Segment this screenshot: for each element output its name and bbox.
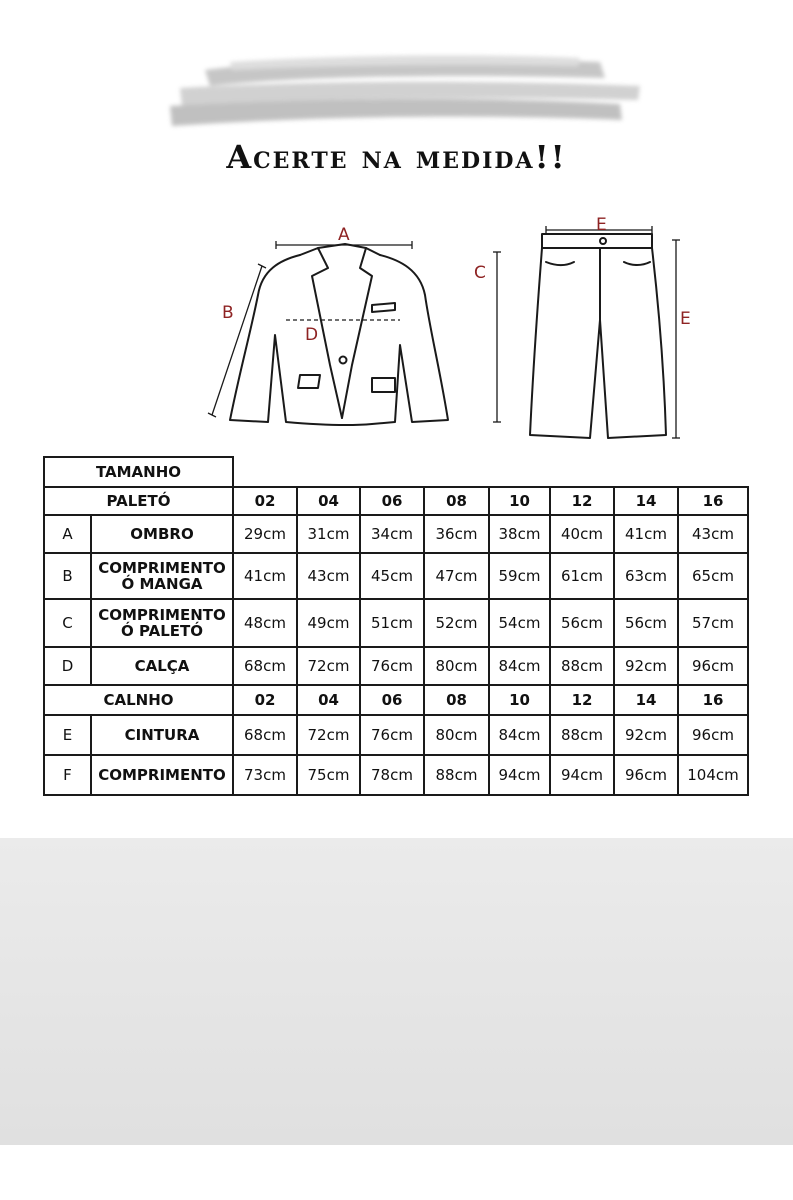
measure-cell: 72cm xyxy=(297,715,360,755)
measure-cell: 43cm xyxy=(678,515,748,553)
jacket-illustration xyxy=(230,244,448,425)
diagram-label-b: B xyxy=(222,303,234,323)
measure-cell: 31cm xyxy=(297,515,360,553)
row-letter: E xyxy=(44,715,91,755)
row-label: COMPRIMENTO Ó PALETÓ xyxy=(91,599,233,647)
table-row xyxy=(44,553,748,599)
row-letter: F xyxy=(44,755,91,795)
measure-cell: 57cm xyxy=(678,599,748,647)
size-header: 14 xyxy=(614,487,678,515)
measure-cell: 63cm xyxy=(614,553,678,599)
diagram-label-a: A xyxy=(338,225,350,245)
size-header: 08 xyxy=(424,487,489,515)
row-letter: A xyxy=(44,515,91,553)
row-label: CALÇA xyxy=(91,647,233,685)
row-letter: B xyxy=(44,553,91,599)
measure-cell: 92cm xyxy=(614,715,678,755)
measure-cell: 43cm xyxy=(297,553,360,599)
size-header: 10 xyxy=(489,685,550,715)
measure-cell: 78cm xyxy=(360,755,424,795)
diagram-label-e-side: E xyxy=(680,309,691,329)
pants-illustration xyxy=(530,234,666,438)
diagram-label-d: D xyxy=(305,325,319,345)
measure-cell: 61cm xyxy=(550,553,614,599)
measure-cell: 84cm xyxy=(489,715,550,755)
row-label: COMPRIMENTO xyxy=(91,755,233,795)
table-row xyxy=(44,647,748,685)
measure-cell: 72cm xyxy=(297,647,360,685)
measure-cell: 73cm xyxy=(233,755,297,795)
diagram-label-e-top: E xyxy=(596,215,607,235)
measure-cell: 51cm xyxy=(360,599,424,647)
measure-cell: 29cm xyxy=(233,515,297,553)
size-header: 12 xyxy=(550,685,614,715)
table-row xyxy=(44,515,748,553)
measure-cell: 47cm xyxy=(424,553,489,599)
measure-cell: 45cm xyxy=(360,553,424,599)
measure-cell: 94cm xyxy=(550,755,614,795)
measure-cell: 49cm xyxy=(297,599,360,647)
measure-cell: 38cm xyxy=(489,515,550,553)
measure-cell: 52cm xyxy=(424,599,489,647)
measure-cell: 88cm xyxy=(424,755,489,795)
measure-cell: 96cm xyxy=(678,715,748,755)
measure-cell: 56cm xyxy=(550,599,614,647)
measure-cell: 88cm xyxy=(550,715,614,755)
measure-cell: 68cm xyxy=(233,647,297,685)
size-table xyxy=(43,456,749,796)
measure-cell: 76cm xyxy=(360,715,424,755)
size-header: 04 xyxy=(297,487,360,515)
measure-cell: 80cm xyxy=(424,715,489,755)
measure-cell: 36cm xyxy=(424,515,489,553)
size-header: 02 xyxy=(233,685,297,715)
size-header: 06 xyxy=(360,487,424,515)
size-header: 08 xyxy=(424,685,489,715)
pants-measure-lines xyxy=(493,226,680,438)
measure-cell: 54cm xyxy=(489,599,550,647)
row-label: OMBRO xyxy=(91,515,233,553)
pants-size-row xyxy=(44,685,748,715)
table-row xyxy=(44,715,748,755)
size-header: 10 xyxy=(489,487,550,515)
measure-cell: 96cm xyxy=(614,755,678,795)
measure-cell: 104cm xyxy=(678,755,748,795)
footer-strip xyxy=(0,1145,793,1200)
header-spacer xyxy=(233,457,748,487)
diagram-label-c: C xyxy=(474,263,486,283)
measure-cell: 76cm xyxy=(360,647,424,685)
measure-cell: 88cm xyxy=(550,647,614,685)
measure-cell: 34cm xyxy=(360,515,424,553)
measure-cell: 65cm xyxy=(678,553,748,599)
measure-cell: 84cm xyxy=(489,647,550,685)
measure-cell: 48cm xyxy=(233,599,297,647)
brush-stroke-decoration xyxy=(0,0,793,140)
section-label-calnho: CALNHO xyxy=(44,685,233,715)
measure-cell: 94cm xyxy=(489,755,550,795)
row-letter: C xyxy=(44,599,91,647)
gray-panel xyxy=(0,838,793,1145)
measurement-diagram xyxy=(0,200,793,450)
table-row xyxy=(44,755,748,795)
size-header: 12 xyxy=(550,487,614,515)
measure-cell: 92cm xyxy=(614,647,678,685)
header-tamanho: TAMANHO xyxy=(44,457,233,487)
size-header: 16 xyxy=(678,487,748,515)
measure-cell: 75cm xyxy=(297,755,360,795)
size-header: 02 xyxy=(233,487,297,515)
measure-cell: 68cm xyxy=(233,715,297,755)
measure-cell: 41cm xyxy=(614,515,678,553)
section-label-paleto: PALETÓ xyxy=(44,487,233,515)
measure-cell: 56cm xyxy=(614,599,678,647)
row-label: CINTURA xyxy=(91,715,233,755)
size-header: 04 xyxy=(297,685,360,715)
measure-cell: 40cm xyxy=(550,515,614,553)
row-label: COMPRIMENTO Ó MANGA xyxy=(91,553,233,599)
size-header: 14 xyxy=(614,685,678,715)
measure-cell: 41cm xyxy=(233,553,297,599)
measure-cell: 59cm xyxy=(489,553,550,599)
size-header: 06 xyxy=(360,685,424,715)
page-title: Acerte na medida!! xyxy=(226,138,567,176)
measure-cell: 96cm xyxy=(678,647,748,685)
jacket-size-row xyxy=(44,487,748,515)
table-row xyxy=(44,599,748,647)
size-header: 16 xyxy=(678,685,748,715)
row-letter: D xyxy=(44,647,91,685)
measure-cell: 80cm xyxy=(424,647,489,685)
